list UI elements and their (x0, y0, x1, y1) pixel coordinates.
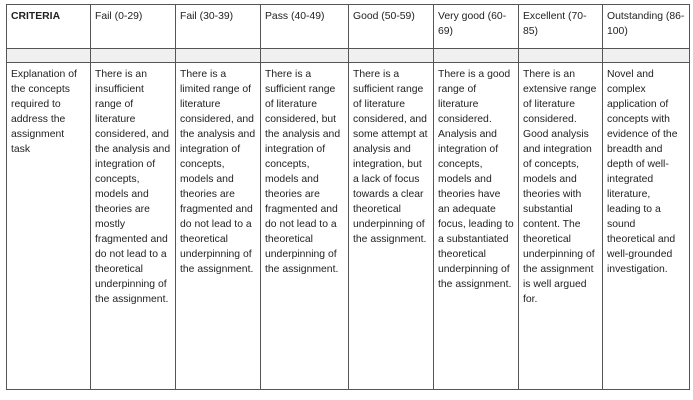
table-row (7, 63, 690, 390)
header-excellent: Excellent (70-85) (519, 5, 603, 49)
header-outstanding: Outstanding (86-100) (603, 5, 690, 49)
pass-description: There is a sufficient range of literature considered, but the analysis and integration of concepts, models and theories are fragmented and do not lead to a theoretical underpinning of the assignment. (261, 63, 349, 390)
spacer-cell (349, 49, 434, 63)
spacer-cell (261, 49, 349, 63)
fail-0-29-description: There is an insufficient range of literature considered, and the analysis and integration of concepts, models and theories are mostly fragmented and do not lead to a theoretical underpinning of the assignment. (91, 63, 176, 390)
spacer-cell (176, 49, 261, 63)
spacer-cell (434, 49, 519, 63)
header-very-good: Very good (60-69) (434, 5, 519, 49)
spacer-cell (519, 49, 603, 63)
excellent-description: There is an extensive range of literature considered. Good analysis and integration of concepts, models and theories with substantial content. The theoretical underpinning of the assignment is well argued for. (519, 63, 603, 390)
outstanding-description: Novel and complex application of concepts with evidence of the breadth and depth of well-integrated literature, leading to a sound theoretical and well-grounded investigation. (603, 63, 690, 390)
header-fail-30-39: Fail (30-39) (176, 5, 261, 49)
criterion-cell: Explanation of the concepts required to address the assignment task (7, 63, 91, 390)
rubric-table (6, 4, 690, 390)
spacer-cell (603, 49, 690, 63)
header-good: Good (50-59) (349, 5, 434, 49)
spacer-cell (7, 49, 91, 63)
spacer-row (7, 49, 690, 63)
good-description: There is a sufficient range of literature considered, and some attempt at analysis and integration, but a lack of focus towards a clear theoretical underpinning of the assignment. (349, 63, 434, 390)
header-criteria: CRITERIA (7, 5, 91, 49)
very-good-description: There is a good range of literature considered. Analysis and integration of concepts, models and theories have an adequate focus, leading to a substantiated theoretical underpinning of the assignment. (434, 63, 519, 390)
header-pass: Pass (40-49) (261, 5, 349, 49)
fail-30-39-description: There is a limited range of literature considered, and the analysis and integration of concepts, models and theories are fragmented and do not lead to a theoretical underpinning of the assignment. (176, 63, 261, 390)
header-row (7, 5, 690, 49)
spacer-cell (91, 49, 176, 63)
header-fail-0-29: Fail (0-29) (91, 5, 176, 49)
